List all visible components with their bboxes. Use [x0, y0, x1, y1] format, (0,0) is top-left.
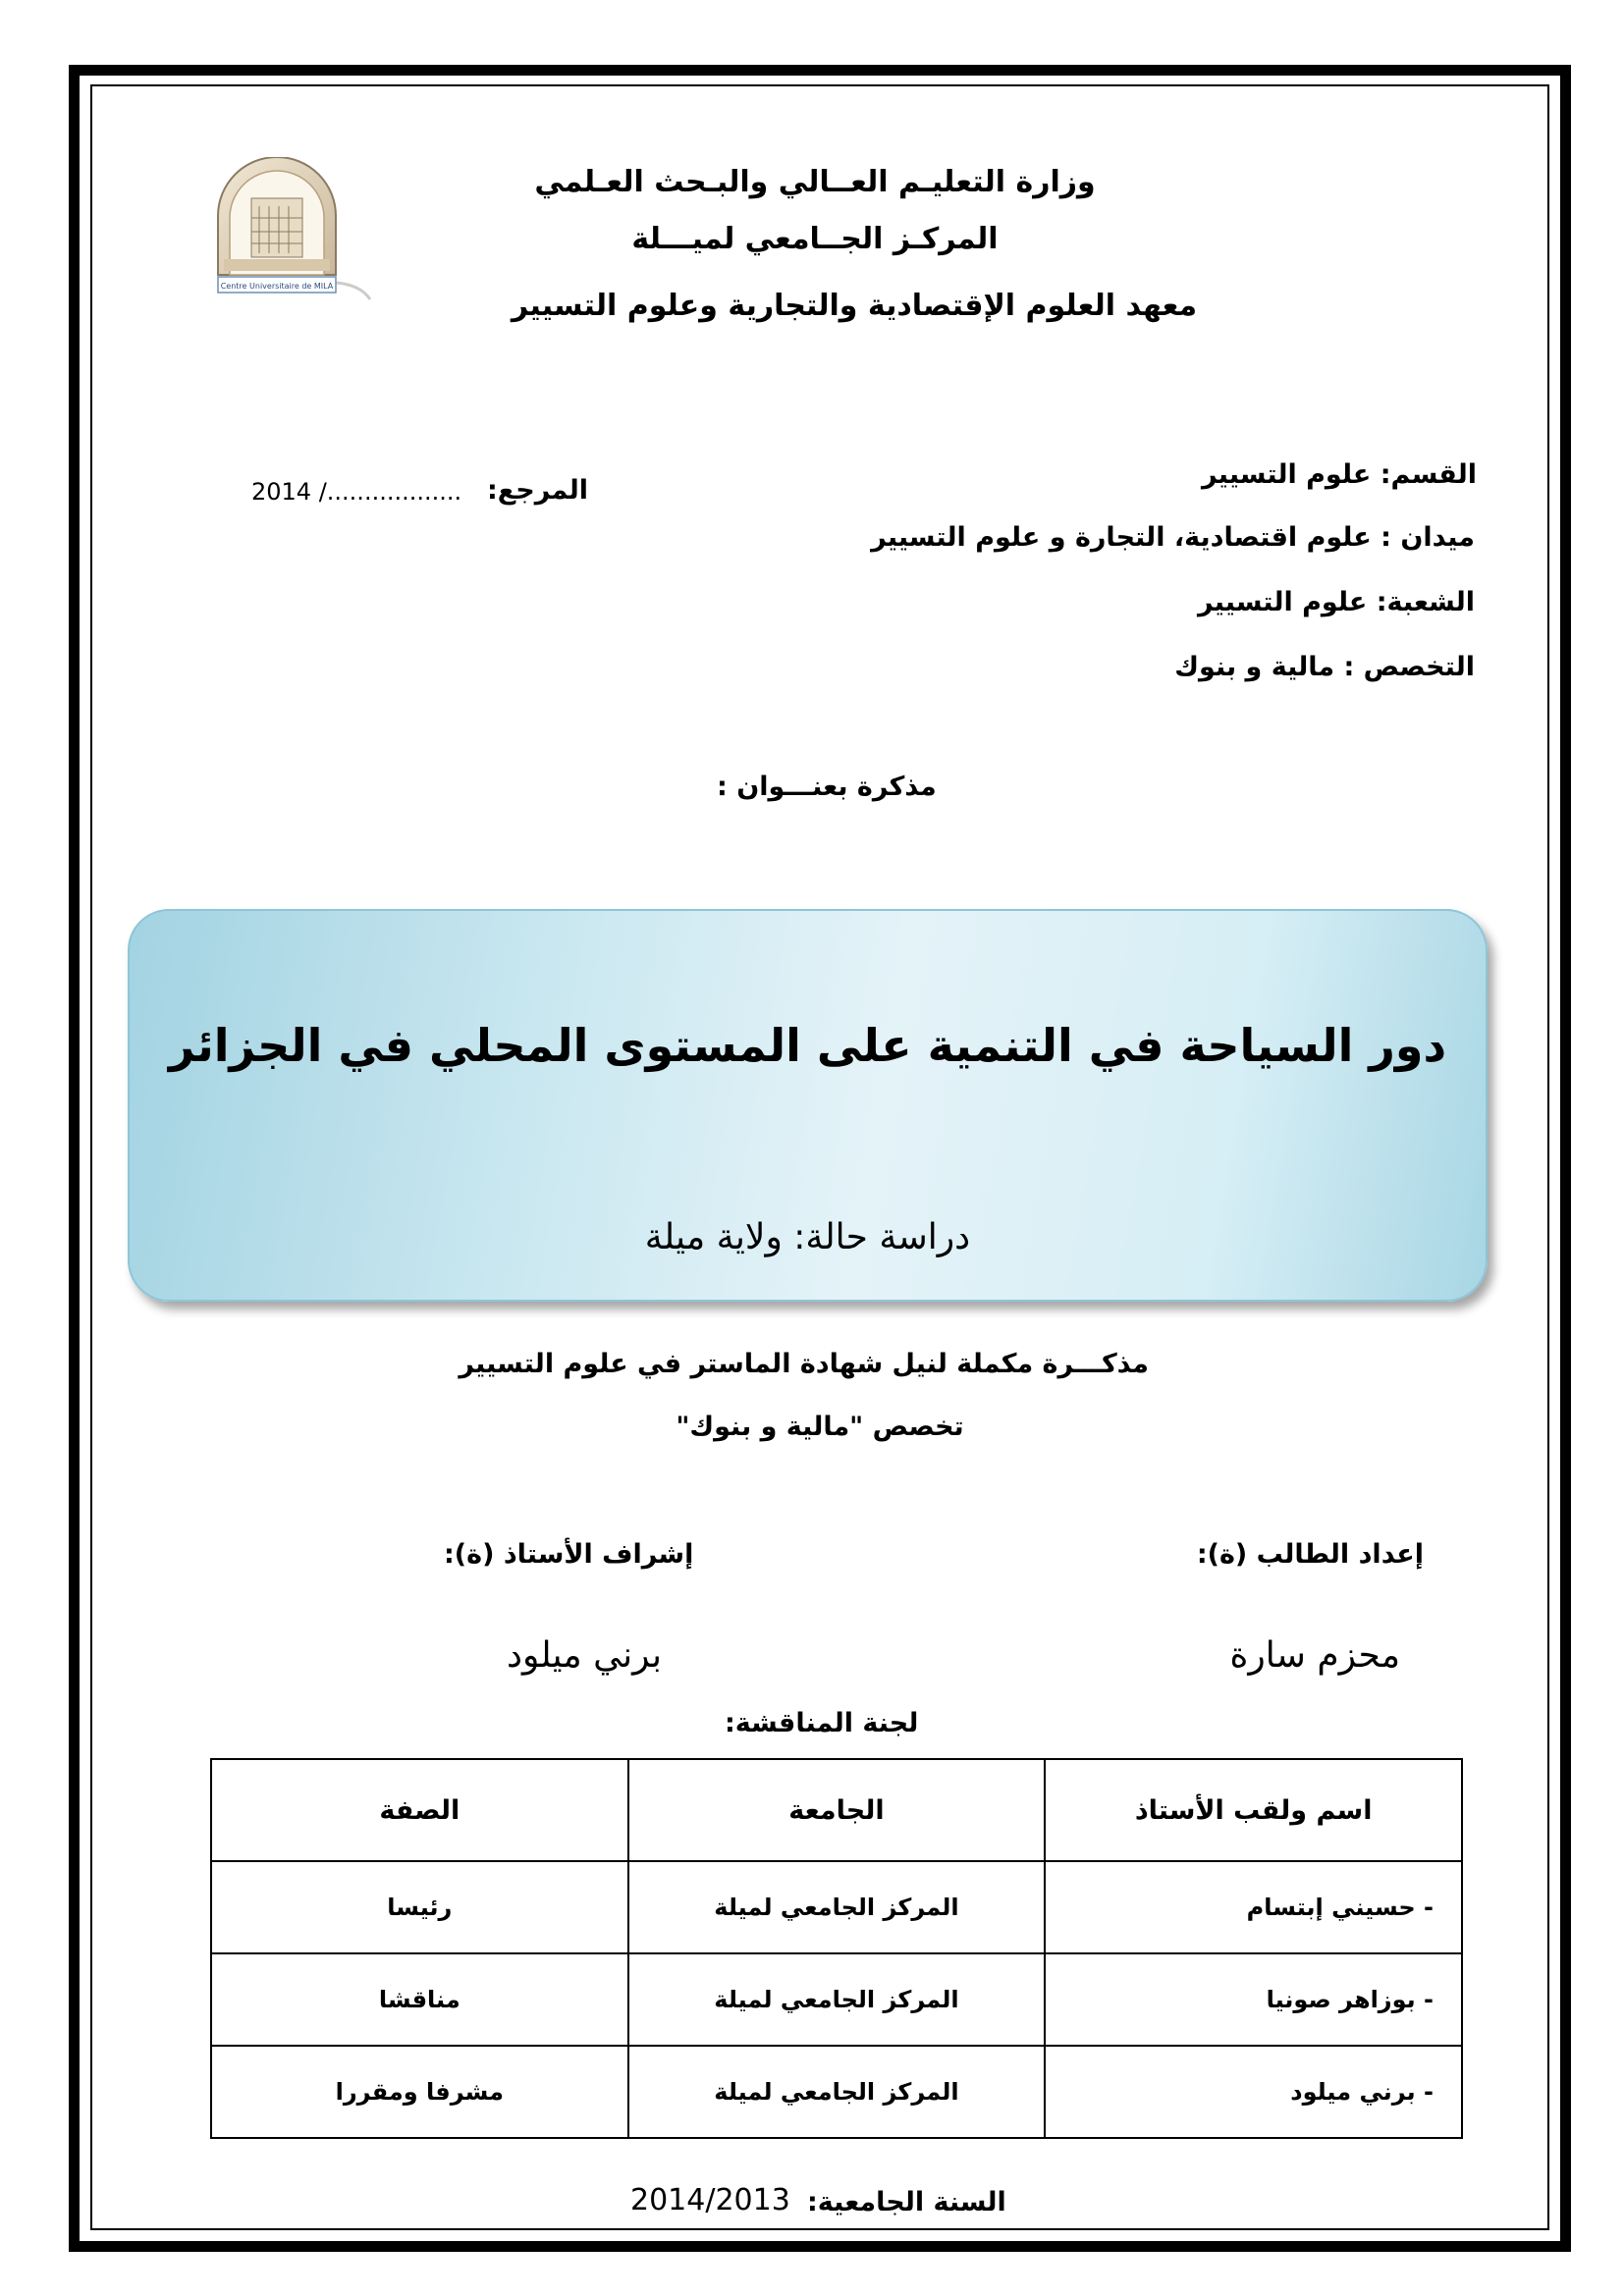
- table-header-row: [211, 1759, 1462, 1861]
- field: ميدان : علوم اقتصادية، التجارة و علوم التسيير: [871, 522, 1475, 553]
- member-university: المركز الجامعي لميلة: [628, 1861, 1046, 1953]
- member-name: - حسيني إبتسام: [1045, 1861, 1462, 1953]
- university-logo-icon: [189, 157, 385, 324]
- logo-caption: Centre Universitaire de MILA: [220, 282, 334, 291]
- student-label: إعداد الطالب (ة):: [1196, 1539, 1424, 1570]
- thesis-title: دور السياحة في التنمية على المستوى المحلي في الجزائر: [168, 1019, 1447, 1072]
- department: القسم: علوم التسيير: [1202, 459, 1477, 490]
- case-study: دراسة حالة: ولاية ميلة: [644, 1217, 971, 1257]
- member-university: المركز الجامعي لميلة: [628, 2046, 1046, 2138]
- member-role: مشرفا ومقررا: [211, 2046, 628, 2138]
- committee-table: [210, 1758, 1463, 2139]
- committee-heading: لجنة المناقشة:: [725, 1708, 919, 1738]
- reference-label: المرجع:: [487, 475, 588, 506]
- reference-value: 2014 /..................: [251, 478, 462, 506]
- academic-year-value: 2014/2013: [630, 2183, 790, 2217]
- academic-year-label: السنة الجامعية:: [807, 2187, 1006, 2217]
- header-role: الصفة: [211, 1759, 628, 1861]
- member-university: المركز الجامعي لميلة: [628, 1953, 1046, 2046]
- university-logo: [189, 157, 385, 324]
- degree-line: مذكـــرة مكملة لنيل شهادة الماستر في علوم التسيير: [459, 1349, 1149, 1379]
- table-row: [211, 1861, 1462, 1953]
- supervisor-label: إشراف الأستاذ (ة):: [444, 1539, 694, 1570]
- member-role: رئيسا: [211, 1861, 628, 1953]
- table-row: [211, 1953, 1462, 2046]
- memo-title-label: مذكرة بعنـــوان :: [717, 772, 937, 802]
- header-name: اسم ولقب الأستاذ: [1045, 1759, 1462, 1861]
- member-name: - برني ميلود: [1045, 2046, 1462, 2138]
- table-row: [211, 2046, 1462, 2138]
- branch: الشعبة: علوم التسيير: [1197, 587, 1475, 617]
- specialty: التخصص : مالية و بنوك: [1174, 652, 1475, 682]
- member-role: مناقشا: [211, 1953, 628, 2046]
- ministry-name: وزارة التعليـم العــالي والبـحث العـلمي: [534, 165, 1096, 199]
- student-name: محزم سارة: [1229, 1635, 1400, 1676]
- member-name: - بوزاهر صونيا: [1045, 1953, 1462, 2046]
- university-center-name: المركـز الجــامعي لميـــلة: [631, 222, 999, 256]
- specialty-line: تخصص "مالية و بنوك": [676, 1412, 964, 1442]
- supervisor-name: برني ميلود: [507, 1635, 663, 1676]
- header-university: الجامعة: [628, 1759, 1046, 1861]
- institute-name: معهد العلوم الإقتصادية والتجارية وعلوم التسيير: [511, 289, 1198, 323]
